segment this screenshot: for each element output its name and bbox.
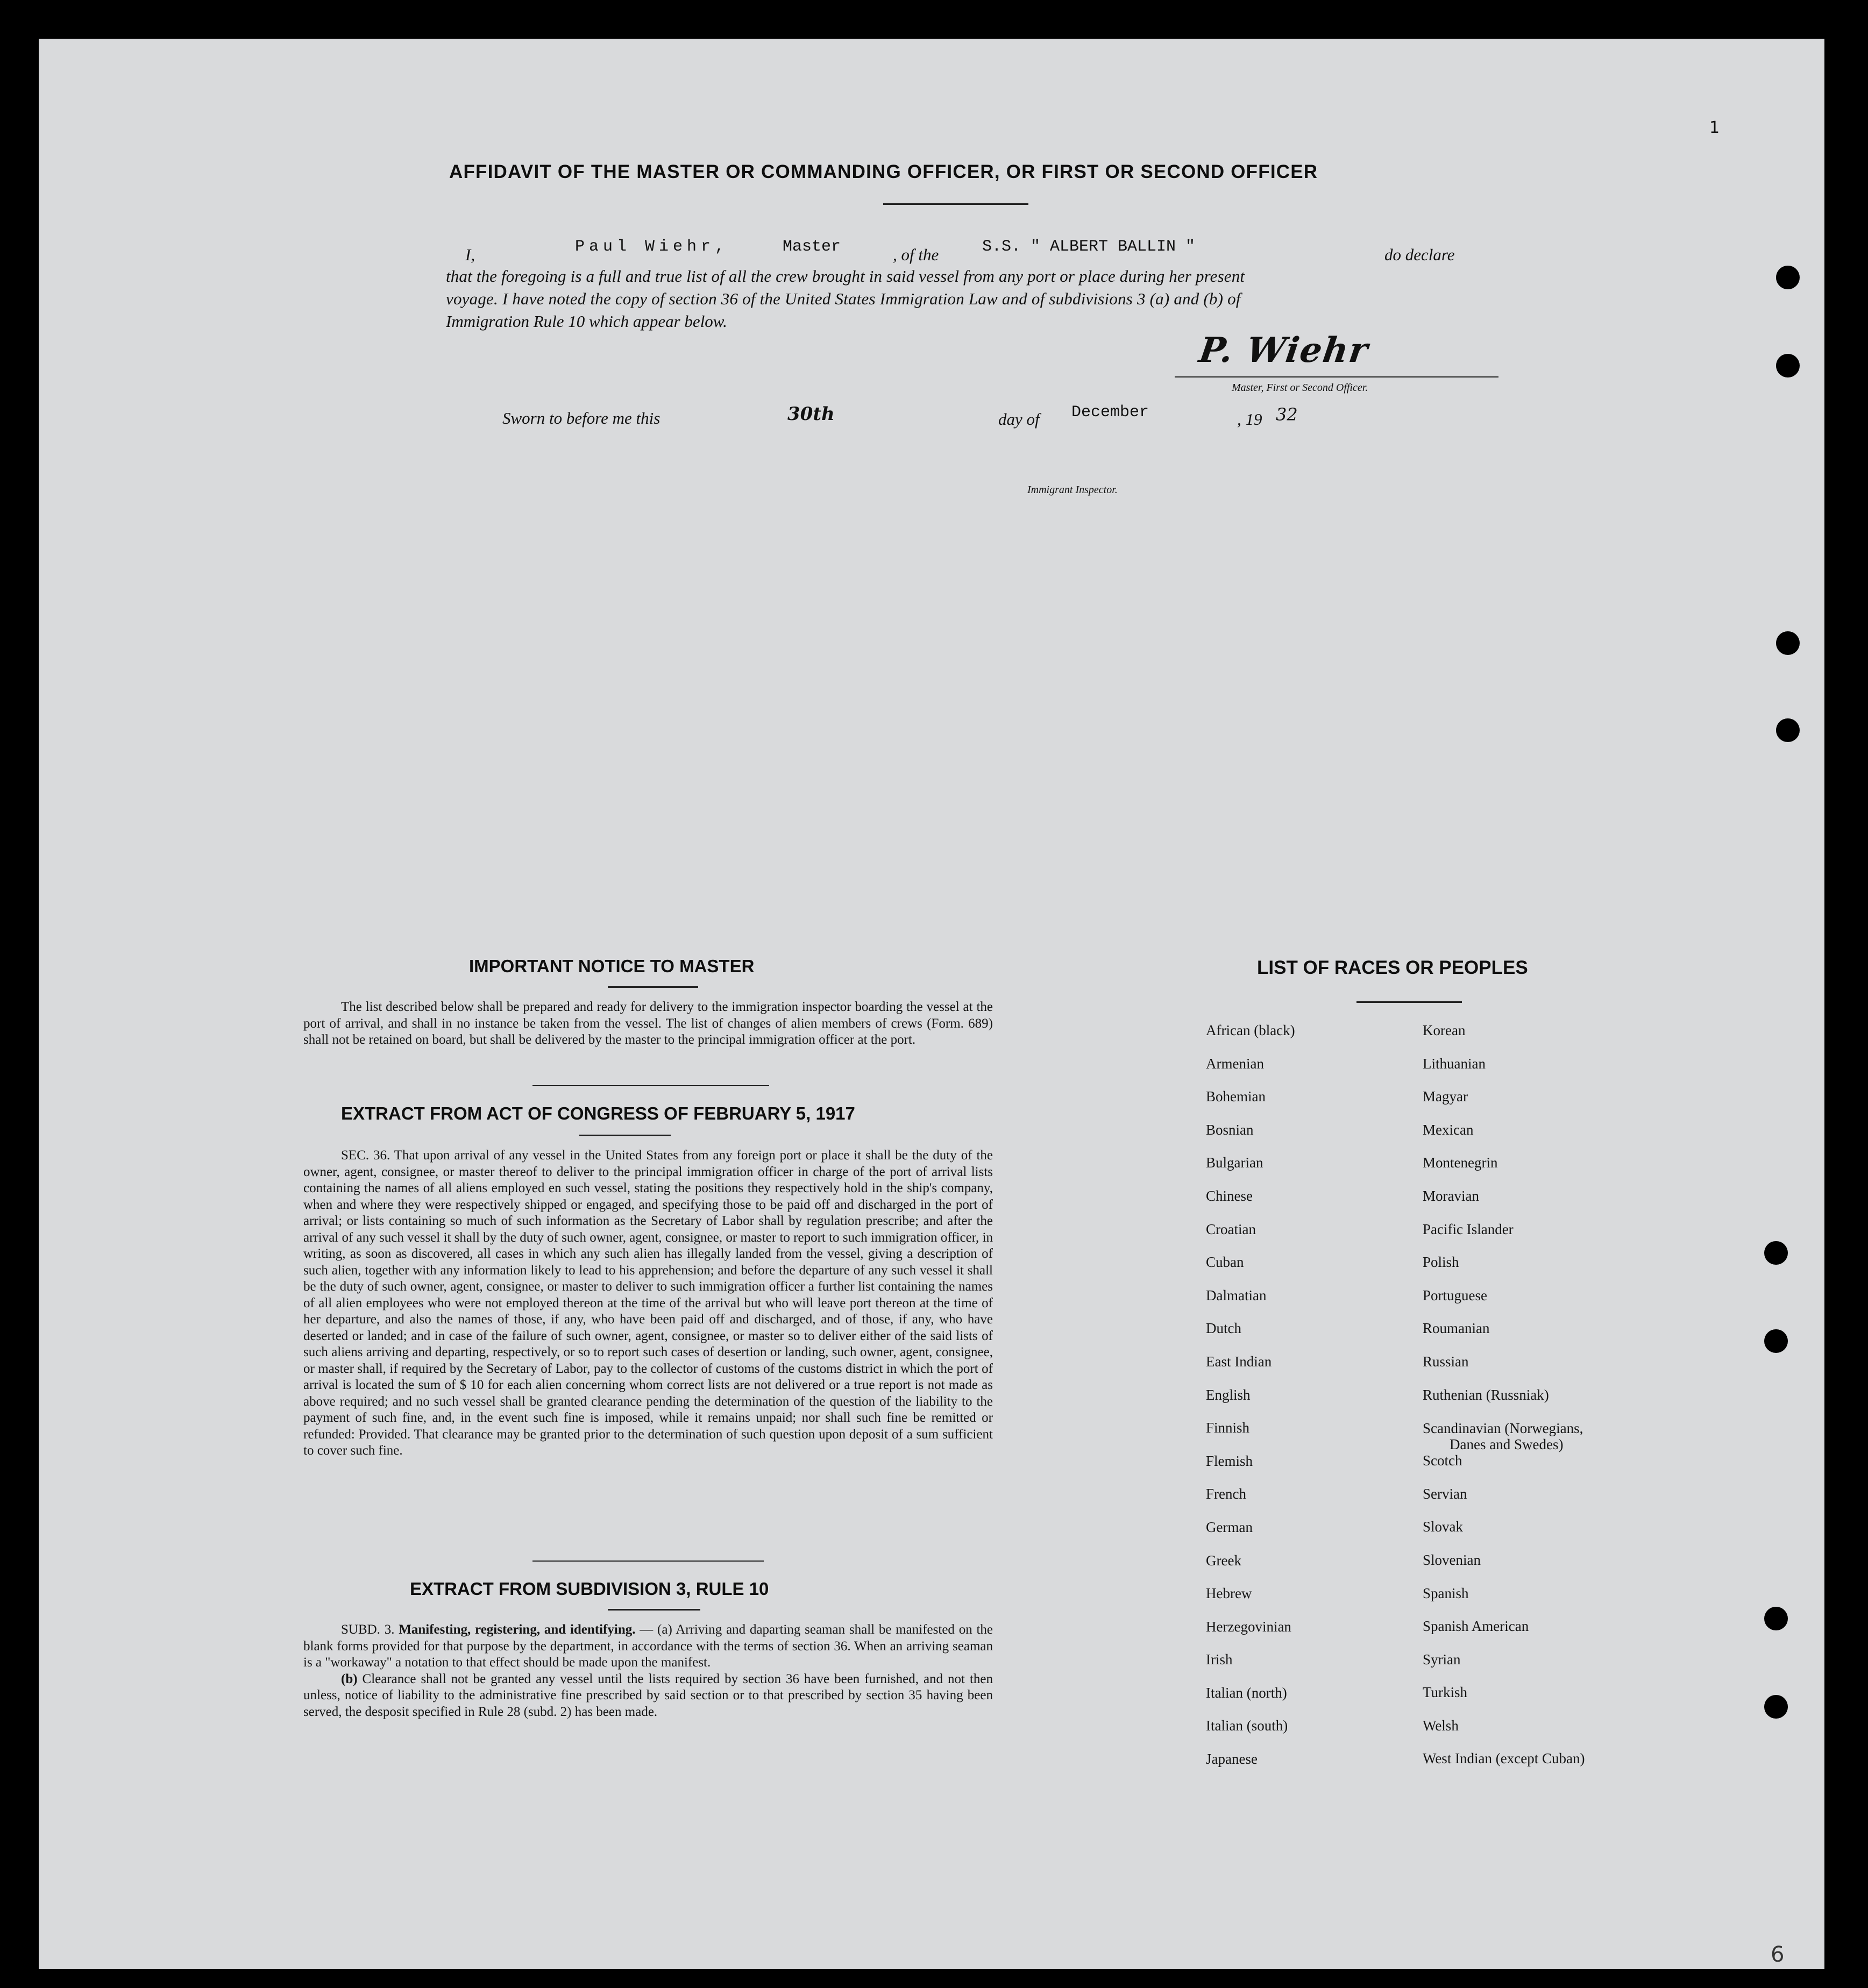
master-name-field: Paul Wiehr, <box>575 238 729 256</box>
sworn-day-field: 30th <box>787 403 835 425</box>
year-suffix-field: 32 <box>1276 404 1298 425</box>
page-number-mark: 1 <box>1709 118 1720 137</box>
affidavit-line-3: voyage. I have noted the copy of section 36 of the United States Immigration Law and of subdivisions 3 (a) and (b) of <box>446 289 1241 308</box>
race-item: Cuban <box>1206 1254 1244 1271</box>
race-item: Magyar <box>1423 1088 1468 1105</box>
races-right-column <box>1423 1014 1585 1776</box>
of-the-label: , of the <box>893 245 939 264</box>
notice-divider <box>532 1085 769 1086</box>
races-title: LIST OF RACES OR PEOPLES <box>1257 957 1528 978</box>
race-item: Bosnian <box>1206 1121 1254 1138</box>
race-item: Dutch <box>1206 1320 1241 1337</box>
race-item: Japanese <box>1206 1751 1258 1768</box>
race-item: Ruthenian (Russniak) <box>1423 1386 1549 1403</box>
act-body <box>303 1148 993 1459</box>
race-item: Herzegovinian <box>1206 1618 1291 1635</box>
race-item: Danes and Swedes) <box>1450 1436 1564 1453</box>
race-item: Pacific Islander <box>1423 1221 1514 1237</box>
punch-hole <box>1764 1329 1788 1353</box>
subd-text-a: — (a) Arriving and daparting seaman shall be manifested on the blank forms provided for that purpose by the department, in accordance with the terms of section 36. When an arriving seaman is a "workaway" a notation to that effect should be made upon the manifest. <box>303 1622 993 1670</box>
race-item: Syrian <box>1423 1651 1461 1668</box>
race-item: Polish <box>1423 1254 1459 1271</box>
race-item: English <box>1206 1386 1251 1403</box>
document-page <box>39 39 1824 1969</box>
race-item: Montenegrin <box>1423 1155 1498 1171</box>
race-item: Spanish American <box>1423 1618 1529 1635</box>
affidavit-line-2: that the foregoing is a full and true list of all the crew brought in said vessel from any port or place during her present <box>446 267 1245 286</box>
race-item: West Indian (except Cuban) <box>1423 1750 1585 1767</box>
punch-hole <box>1776 718 1800 742</box>
punch-hole <box>1764 1241 1788 1265</box>
punch-hole <box>1764 1607 1788 1630</box>
races-left-column <box>1206 1014 1295 1776</box>
race-item: Armenian <box>1206 1055 1264 1072</box>
act-divider <box>532 1561 764 1562</box>
rule-paragraph-b <box>303 1671 993 1721</box>
race-item: Hebrew <box>1206 1585 1252 1602</box>
subd-b-label: (b) <box>341 1671 358 1686</box>
race-item: Servian <box>1423 1485 1467 1502</box>
master-signature: P. Wiehr <box>1196 330 1372 370</box>
affidavit-title: AFFIDAVIT OF THE MASTER OR COMMANDING OFFICER, OR FIRST OR SECOND OFFICER <box>449 161 1318 182</box>
sworn-label: Sworn to before me this <box>502 409 660 427</box>
affidavit-line-4: Immigration Rule 10 which appear below. <box>446 312 727 331</box>
race-item: Scotch <box>1423 1452 1462 1469</box>
rule-title: EXTRACT FROM SUBDIVISION 3, RULE 10 <box>410 1579 769 1599</box>
corner-mark: 6 <box>1771 1942 1785 1967</box>
rule-paragraph-a <box>303 1622 993 1671</box>
race-item: Flemish <box>1206 1452 1253 1469</box>
race-item: Portuguese <box>1423 1287 1487 1303</box>
notice-body <box>303 999 993 1049</box>
race-item: French <box>1206 1486 1246 1502</box>
notice-title-rule <box>608 986 698 988</box>
affidavit-i-label: I, <box>465 245 475 264</box>
notice-title: IMPORTANT NOTICE TO MASTER <box>469 956 755 976</box>
race-item: Slovak <box>1423 1519 1464 1535</box>
punch-hole <box>1776 354 1800 377</box>
rule-body <box>303 1622 993 1720</box>
rule-title-rule <box>608 1609 700 1611</box>
races-title-rule <box>1356 1001 1462 1003</box>
race-item: Lithuanian <box>1423 1055 1486 1072</box>
year-prefix-label: , 19 <box>1237 410 1262 429</box>
act-title: EXTRACT FROM ACT OF CONGRESS OF FEBRUARY 5, 1917 <box>341 1103 855 1123</box>
subd-text-b: Clearance shall not be granted any vessel until the lists required by section 36 have been furnished, and not then unless, notice of liability to the administrative fine prescribed by said section or to that prescribed by section 35 having been served, the desposit specified in Rule 28 (subd. 2) has been made. <box>303 1671 993 1719</box>
race-item: Finnish <box>1206 1420 1250 1436</box>
race-item: African (black) <box>1206 1022 1295 1038</box>
act-title-rule <box>579 1135 671 1136</box>
race-item: Chinese <box>1206 1187 1253 1204</box>
race-item: Russian <box>1423 1353 1469 1370</box>
subd-heading: Manifesting, registering, and identifying. <box>399 1622 636 1637</box>
punch-hole <box>1764 1695 1788 1719</box>
day-of-label: day of <box>998 410 1040 429</box>
punch-hole <box>1776 266 1800 289</box>
subd-label: SUBD. 3. <box>341 1622 395 1637</box>
race-item: Mexican <box>1423 1121 1474 1138</box>
month-field: December <box>1071 403 1149 422</box>
race-item: Korean <box>1423 1022 1466 1038</box>
race-item: Bohemian <box>1206 1088 1266 1105</box>
race-item: Bulgarian <box>1206 1155 1263 1171</box>
punch-hole <box>1776 631 1800 655</box>
race-item: Croatian <box>1206 1221 1256 1237</box>
race-item: Dalmatian <box>1206 1287 1267 1303</box>
signature-line <box>1175 376 1498 377</box>
race-item: Slovenian <box>1423 1551 1481 1568</box>
race-item: Moravian <box>1423 1187 1479 1204</box>
race-item: Spanish <box>1423 1585 1469 1601</box>
inspector-caption: Immigrant Inspector. <box>1027 484 1118 496</box>
race-item: Roumanian <box>1423 1320 1490 1337</box>
race-item: Irish <box>1206 1651 1233 1668</box>
vessel-name-field: S.S. " ALBERT BALLIN " <box>982 238 1196 256</box>
race-item: Italian (north) <box>1206 1684 1287 1701</box>
signature-caption: Master, First or Second Officer. <box>1232 382 1368 394</box>
race-item: Scandinavian (Norwegians, <box>1423 1420 1583 1437</box>
race-item: German <box>1206 1519 1253 1535</box>
title-rule <box>883 203 1028 205</box>
race-item: Turkish <box>1423 1684 1468 1701</box>
race-item: East Indian <box>1206 1353 1272 1370</box>
act-paragraph: SEC. 36. That upon arrival of any vessel in the United States from any foreign port or place it shall be the duty of the owner, agent, consignee, or master thereof to deliver to the principal immigration officer in charge of the port of arrival lists containing the names of all aliens employed en such vessel, stating the positions they respectively hold in the ship's company, when and where they were respectively shipped or engaged, and specifying those to be paid off and discharged in the port of arrival; or lists containing so much of such information as the Secretary of Labor shall by regulation prescribe; and after the arrival of any such vessel it shall by the duty of such owner, agent, consignee, or master to report to such immigration officer, in writing, as soon as discovered, all cases in which any such alien has illegally landed from the vessel, giving a description of such alien, together with any information likely to lead to his apprehension; and before the departure of any such vessel it shall be the duty of such owner, agent, consignee, or master to deliver to such immigration officer a further list containing the names of all alien employees who were not employed thereon at the time of the arrival but who will leave port thereon at the time of her departure, and also the names of those, if any, who have been paid off and discharged, and of those, if any, who have deserted or landed; and in case of the failure of such owner, agent, consignee, or master so to deliver either of the said lists of such aliens arriving and departing, respectively, or so to report such cases of desertion or landing, such owner, agent, consignee, or master shall, if required by the Secretary of Labor, pay to the collector of customs of the customs district in which the port of arrival is located the sum of $ 10 for each alien concerning whom correct lists are not delivered or a true report is not made as above required; and no such vessel shall be granted clearance pending the determination of the question of the liability to the payment of such fine, and, in the event such fine is imposed, while it remains unpaid; nor shall such fine be remitted or refunded: Provided. That clearance may be granted prior to the determination of such question upon deposit of a sum sufficient to cover such fine. <box>303 1148 993 1458</box>
master-rank-field: Master <box>783 238 841 256</box>
race-item: Greek <box>1206 1552 1241 1569</box>
do-declare-label: do declare <box>1384 245 1455 264</box>
notice-paragraph: The list described below shall be prepared and ready for delivery to the immigration inspector boarding the vessel at the port of arrival, and shall in no instance be taken from the vessel. The list of changes of alien members of crews (Form. 689) shall not be retained on board, but shall be delivered by the master to the principal immigration officer at the port. <box>303 1000 993 1047</box>
race-item: Italian (south) <box>1206 1718 1288 1734</box>
race-item: Welsh <box>1423 1717 1459 1734</box>
